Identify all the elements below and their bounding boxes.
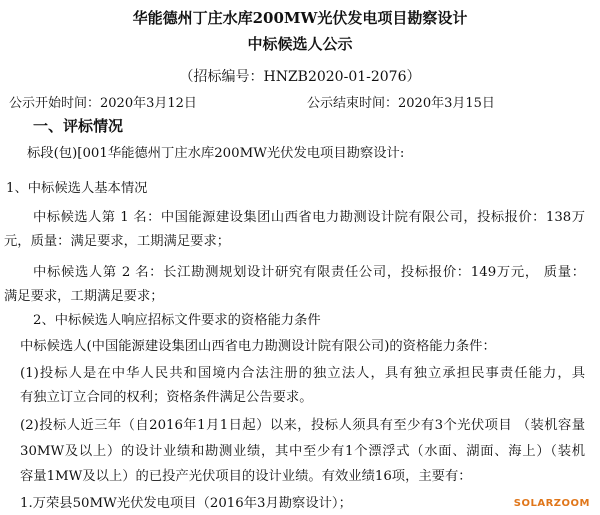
qualification-intro: 中标候选人(中国能源建设集团山西省电力勘测设计院有限公司)的资格能力条件：: [20, 339, 496, 354]
tender-code: （招标编号：HNZB2020-01-2076）: [179, 69, 421, 85]
candidate-1-line-2: 元，质量：满足要求，工期满足要求；: [4, 234, 231, 249]
document-title: 华能德州丁庄水库200MW光伏发电项目勘察设计: [132, 9, 468, 27]
candidates-heading: 1、中标候选人基本情况: [6, 181, 148, 196]
qualification-item-2-line-3: 容量1MW及以上）的已投产光伏项目的设计业绩。有效业绩16项，主要有：: [20, 469, 472, 484]
candidate-2-line-2: 满足要求，工期满足要求；: [4, 289, 164, 304]
qualification-item-1-line-2: 有独立订立合同的权利；资格条件满足公告要求。: [20, 390, 313, 405]
qualification-item-1-line-1: (1)投标人是在中华人民共和国境内合法注册的独立法人，具有独立承担民事责任能力，具: [20, 366, 585, 381]
qualification-item-2-line-2: 30MW及以上）的设计业绩和勘测业绩，其中至少有1个漂浮式（水面、湖面、海上）（装机: [20, 444, 585, 459]
qualification-item-2-line-1: (2)投标人近三年（自2016年1月1日起）以来，投标人须具有至少有3个光伏项目 （装机容量: [20, 418, 585, 433]
project-1: 1.万荣县50MW光伏发电项目（2016年3月勘察设计）；: [20, 496, 352, 511]
qualification-heading: 2、中标候选人响应招标文件要求的资格能力条件: [33, 313, 321, 328]
candidate-1-line-1: 中标候选人第 1 名：中国能源建设集团山西省电力勘测设计院有限公司，投标报价：138万: [33, 210, 585, 225]
solarzoom-watermark: SOLARZOOM: [513, 498, 590, 509]
publicity-start-time: 公示开始时间：2020年3月12日: [9, 96, 197, 111]
document-subtitle: 中标候选人公示: [247, 35, 353, 53]
publicity-end-time: 公示结束时间：2020年3月15日: [307, 96, 495, 111]
candidate-2-line-1: 中标候选人第 2 名：长江勘测规划设计研究有限责任公司，投标报价：149万元， 质量：: [33, 265, 585, 280]
lot-description: 标段(包)[001华能德州丁庄水库200MW光伏发电项目勘察设计:: [27, 146, 405, 161]
section-heading-evaluation: 一、评标情况: [33, 117, 124, 135]
